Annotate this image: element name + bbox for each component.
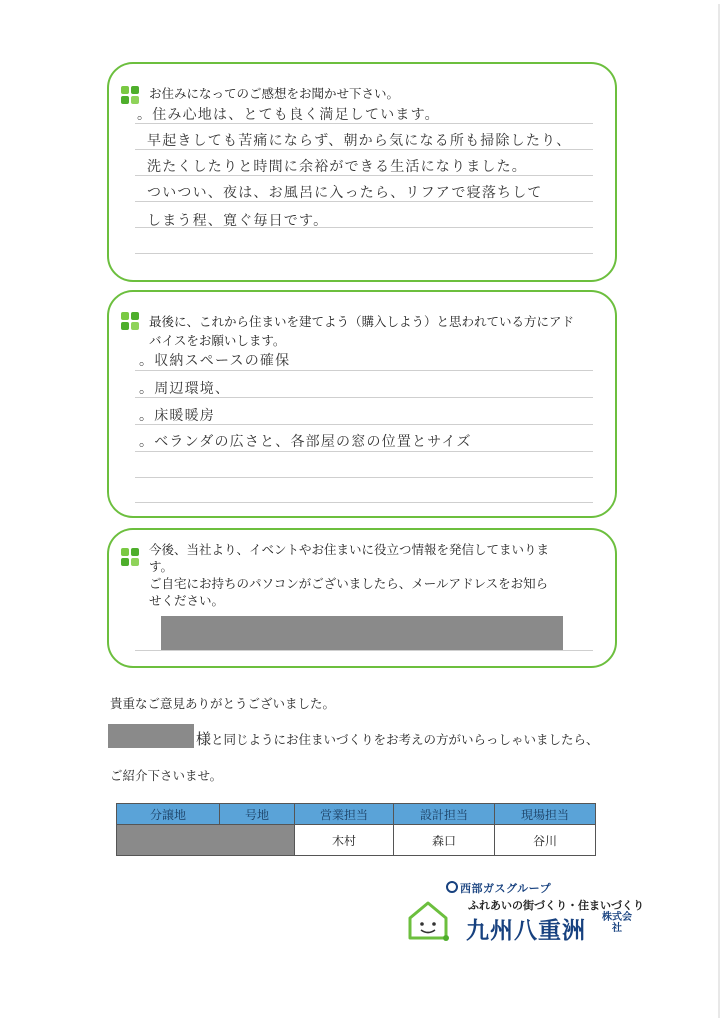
ruled-line [135,502,593,503]
handwritten-answer-line: 早起きしても苦痛にならず、朝から気になる所も掃除したり、 [147,133,572,149]
site-staff: 谷川 [495,825,596,856]
advice-question-line1: 最後に、これから住まいを建てよう（購入しよう）と思われている方にアド [149,314,575,329]
ruled-line [135,253,593,254]
clover-icon [121,86,139,104]
company-suffix: 株式会社 [602,912,632,934]
advice-box [107,290,617,518]
referral-text-rest: と同じようにお住まいづくりをお考えの方がいらっしゃいましたら、 [211,732,599,747]
header-lot: 分譲地 [117,804,220,825]
house-mascot-icon [406,898,450,942]
honorific: 様 [196,730,212,748]
newsletter-text-line2: す。 [149,559,174,574]
redacted-customer-name [108,724,194,748]
group-name: 西部ガスグループ [460,882,552,895]
header-lot-number: 号地 [220,804,295,825]
group-mark-icon [446,881,458,893]
handwritten-answer-line: ついつい、夜は、お風呂に入ったら、リフアで寝落ちして [147,185,543,201]
company-name: 九州八重洲 [466,918,586,944]
impressions-question: お住みになってのご感想をお聞かせ下さい。 [149,86,400,101]
handwritten-answer-line: 。床暖暖房 [139,408,215,424]
newsletter-text-line4: せください。 [149,593,225,608]
header-sales: 営業担当 [295,804,394,825]
ruled-line [135,477,593,478]
handwritten-answer-line: 洗たくしたりと時間に余裕ができる生活になりました。 [147,159,527,175]
handwritten-answer-line: 。住み心地は、とても良く満足しています。 [137,107,440,123]
staff-table-header-row [117,804,596,825]
sales-staff: 木村 [295,825,394,856]
newsletter-text-line1: 今後、当社より、イベントやお住まいに役立つ情報を発信してまいりま [149,542,550,557]
handwritten-answer-line: 。周辺環境、 [139,381,231,397]
redacted-email [161,616,563,650]
company-logo [406,878,644,948]
advice-question-line2: バイスをお願いします。 [149,333,286,348]
clover-icon [121,312,139,330]
handwritten-answer-line: 。ベランダの広さと、各部屋の窓の位置とサイズ [139,434,472,450]
ruled-line [135,370,593,371]
clover-icon [121,548,139,566]
redacted-lot-cell [117,825,295,856]
company-tagline: ふれあいの街づくり・住まいづくり [468,899,644,912]
design-staff: 森口 [394,825,495,856]
referral-text-line1 [196,728,599,749]
ruled-line [135,650,593,651]
header-site: 現場担当 [495,804,596,825]
newsletter-text-line3: ご自宅にお持ちのパソコンがございましたら、メールアドレスをお知ら [149,576,549,591]
header-design: 設計担当 [394,804,495,825]
staff-table [116,803,596,856]
referral-text-line2: ご紹介下さいませ。 [110,768,223,783]
staff-table-row [117,825,596,856]
newsletter-box [107,528,617,668]
handwritten-answer-line: 。収納スペースの確保 [139,353,291,369]
impressions-box [107,62,617,282]
handwritten-answer-line: しまう程、寛ぐ毎日です。 [147,213,329,229]
ruled-line [135,451,593,452]
thanks-text: 貴重なご意見ありがとうございました。 [110,696,336,711]
